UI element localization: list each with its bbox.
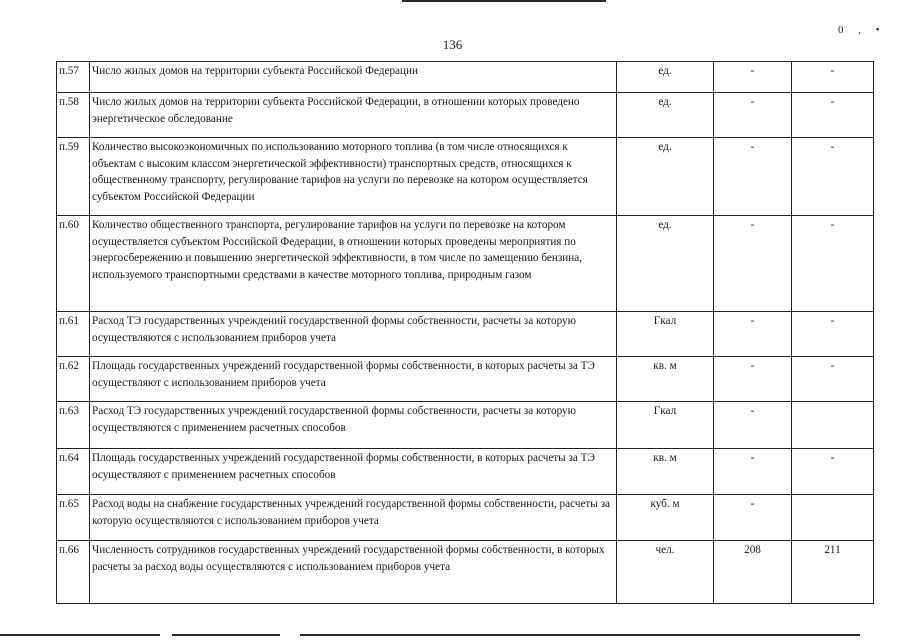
- row-code: п.60: [57, 216, 90, 312]
- row-description: Площадь государственных учреждений государственной формы собственности, в которых расчеты за ТЭ осуществляют с применением расчетных способов: [90, 449, 617, 495]
- table-row: [57, 541, 874, 604]
- row-code: п.57: [57, 62, 90, 93]
- row-code: п.65: [57, 495, 90, 541]
- row-unit: ед.: [617, 62, 714, 93]
- row-description: Расход ТЭ государственных учреждений государственной формы собственности, расчеты за которую осуществляются с применением расчетных способов: [90, 402, 617, 449]
- table-row: [57, 216, 874, 312]
- row-value-1: -: [714, 93, 792, 138]
- row-description: Расход воды на снабжение государственных учреждений государственной формы собственности, расчеты за которую осуществляются с использованием приборов учета: [90, 495, 617, 541]
- table-row: [57, 357, 874, 402]
- row-value-2: -: [792, 312, 874, 357]
- row-unit: кв. м: [617, 449, 714, 495]
- row-code: п.59: [57, 138, 90, 216]
- row-unit: чел.: [617, 541, 714, 604]
- row-value-1: -: [714, 357, 792, 402]
- row-value-2: -: [792, 138, 874, 216]
- row-unit: ед.: [617, 93, 714, 138]
- row-code: п.63: [57, 402, 90, 449]
- row-code: п.62: [57, 357, 90, 402]
- corner-mark: 0 , •: [838, 24, 886, 36]
- row-description: Число жилых домов на территории субъекта Российской Федерации: [90, 62, 617, 93]
- row-value-1: -: [714, 312, 792, 357]
- bottom-scan-rule: [172, 634, 280, 636]
- row-value-1: -: [714, 216, 792, 312]
- table-row: [57, 93, 874, 138]
- row-unit: ед.: [617, 138, 714, 216]
- row-value-1: -: [714, 495, 792, 541]
- row-value-2: -: [792, 449, 874, 495]
- row-unit: кв. м: [617, 357, 714, 402]
- row-value-1: -: [714, 138, 792, 216]
- row-unit: Гкал: [617, 402, 714, 449]
- row-unit: куб. м: [617, 495, 714, 541]
- table-row: [57, 62, 874, 93]
- row-value-2: [792, 495, 874, 541]
- page-number: 136: [442, 37, 463, 52]
- row-description: Количество общественного транспорта, регулирование тарифов на услуги по перевозке на котором осуществляется субъектом Российской Федерации, в отношении которых проведены мероприятия по энергосбережению и повышению энергетической эффективности, в том числе по замещению бензина, используемого транспортными средствами в качестве моторного топлива, природным газом: [90, 216, 617, 312]
- row-unit: Гкал: [617, 312, 714, 357]
- row-description: Численность сотрудников государственных учреждений государственной формы собственности, в которых расчеты за расход воды осуществляются с использованием приборов учета: [90, 541, 617, 604]
- row-description: Число жилых домов на территории субъекта Российской Федерации, в отношении которых проведено энергетическое обследование: [90, 93, 617, 138]
- row-code: п.61: [57, 312, 90, 357]
- table-row: [57, 495, 874, 541]
- row-value-2: -: [792, 216, 874, 312]
- row-value-2: 211: [792, 541, 874, 604]
- row-value-2: [792, 402, 874, 449]
- row-description: Площадь государственных учреждений государственной формы собственности, в которых расчеты за ТЭ осуществляют с использованием приборов учета: [90, 357, 617, 402]
- row-value-2: -: [792, 62, 874, 93]
- row-unit: ед.: [617, 216, 714, 312]
- row-value-1: -: [714, 402, 792, 449]
- table-row: [57, 138, 874, 216]
- bottom-scan-rule: [0, 634, 160, 636]
- row-code: п.66: [57, 541, 90, 604]
- table-row: [57, 402, 874, 449]
- indicator-table: [56, 61, 874, 604]
- table-row: [57, 449, 874, 495]
- row-code: п.64: [57, 449, 90, 495]
- row-value-1: -: [714, 449, 792, 495]
- row-value-2: -: [792, 93, 874, 138]
- bottom-scan-rule: [300, 634, 860, 636]
- table-row: [57, 312, 874, 357]
- row-description: Расход ТЭ государственных учреждений государственной формы собственности, расчеты за которую осуществляются с использованием приборов учета: [90, 312, 617, 357]
- row-value-1: -: [714, 62, 792, 93]
- row-description: Количество высокоэкономичных по использованию моторного топлива (в том числе относящихся к объектам с высоким классом энергетической эффективности) транспортных средств, относящихся к общественному транспорту, регулирование тарифов на услуги по перевозке на котором осуществляется субъектом Российской Федерации: [90, 138, 617, 216]
- row-code: п.58: [57, 93, 90, 138]
- row-value-1: 208: [714, 541, 792, 604]
- top-scan-rule: [402, 0, 606, 2]
- row-value-2: -: [792, 357, 874, 402]
